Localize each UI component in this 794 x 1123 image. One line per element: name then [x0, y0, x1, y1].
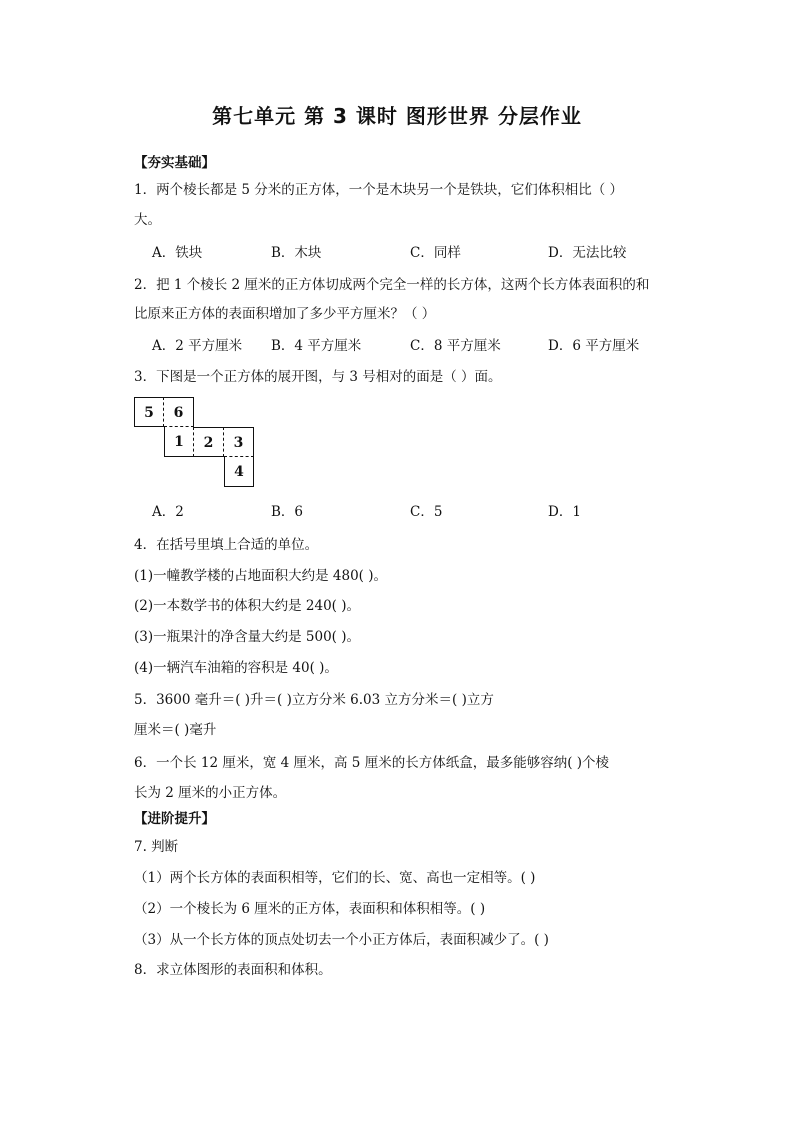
option-d[interactable]: D．1: [548, 504, 581, 520]
net-face-5: 5: [134, 397, 164, 427]
page-title: 第七单元 第 3 课时 图形世界 分层作业: [212, 104, 582, 128]
question-8-text: 8．求立体图形的表面积和体积。: [134, 962, 332, 978]
question-3-text: 3．下图是一个正方体的展开图，与 3 号相对的面是（ ）面。: [134, 369, 502, 385]
net-face-6: 6: [164, 397, 194, 427]
option-b[interactable]: B．4 平方厘米: [271, 338, 362, 354]
option-a[interactable]: A．铁块: [152, 245, 203, 261]
section-heading-advanced: 【进阶提升】: [134, 811, 215, 827]
question-6-text: 6．一个长 12 厘米，宽 4 厘米，高 5 厘米的长方体纸盒，最多能够容纳( )个棱: [134, 755, 610, 771]
option-d[interactable]: D．6 平方厘米: [548, 338, 640, 354]
net-face-1: 1: [164, 427, 194, 457]
option-a[interactable]: A．2 平方厘米: [152, 338, 243, 354]
question-4-item-3: (3)一瓶果汁的净含量大约是 500( )。: [134, 629, 361, 645]
option-b[interactable]: B．木块: [271, 245, 322, 261]
question-7-text: 7. 判断: [134, 839, 179, 855]
cube-net-figure: [134, 397, 258, 493]
question-2-text: 2．把 1 个棱长 2 厘米的正方体切成两个完全一样的长方体，这两个长方体表面积的和: [134, 277, 650, 293]
question-1-text-cont: 大。: [134, 212, 161, 228]
net-face-3: 3: [224, 427, 254, 457]
question-1-text: 1．两个棱长都是 5 分米的正方体，一个是木块另一个是铁块，它们体积相比（ ）: [134, 182, 624, 198]
question-2-text-cont: 比原来正方体的表面积增加了多少平方厘米？（ ）: [134, 306, 436, 322]
option-c[interactable]: C．8 平方厘米: [410, 338, 501, 354]
section-heading-basic: 【夯实基础】: [134, 155, 215, 171]
net-face-2: 2: [194, 427, 224, 457]
question-4-item-4: (4)一辆汽车油箱的容积是 40( )。: [134, 660, 338, 676]
question-6-text-cont: 长为 2 厘米的小正方体。: [134, 785, 287, 801]
option-c[interactable]: C．5: [410, 504, 443, 520]
question-4-item-1: (1)一幢教学楼的占地面积大约是 480( )。: [134, 568, 388, 584]
question-7-item-3: （3）从一个长方体的顶点处切去一个小正方体后，表面积减少了。( ): [134, 932, 549, 948]
question-5-text: 5．3600 毫升＝( )升＝( )立方分米 6.03 立方分米＝( )立方: [134, 692, 494, 708]
question-4-item-2: (2)一本数学书的体积大约是 240( )。: [134, 598, 361, 614]
option-d[interactable]: D．无法比较: [548, 245, 627, 261]
question-7-item-1: （1）两个长方体的表面积相等，它们的长、宽、高也一定相等。( ): [134, 870, 536, 886]
question-5-text-cont: 厘米＝( )毫升: [134, 722, 217, 738]
option-c[interactable]: C．同样: [410, 245, 461, 261]
question-4-text: 4．在括号里填上合适的单位。: [134, 537, 319, 553]
net-face-4: 4: [224, 457, 254, 487]
question-7-item-2: （2）一个棱长为 6 厘米的正方体，表面积和体积相等。( ): [134, 901, 486, 917]
option-b[interactable]: B．6: [271, 504, 304, 520]
option-a[interactable]: A．2: [152, 504, 184, 520]
